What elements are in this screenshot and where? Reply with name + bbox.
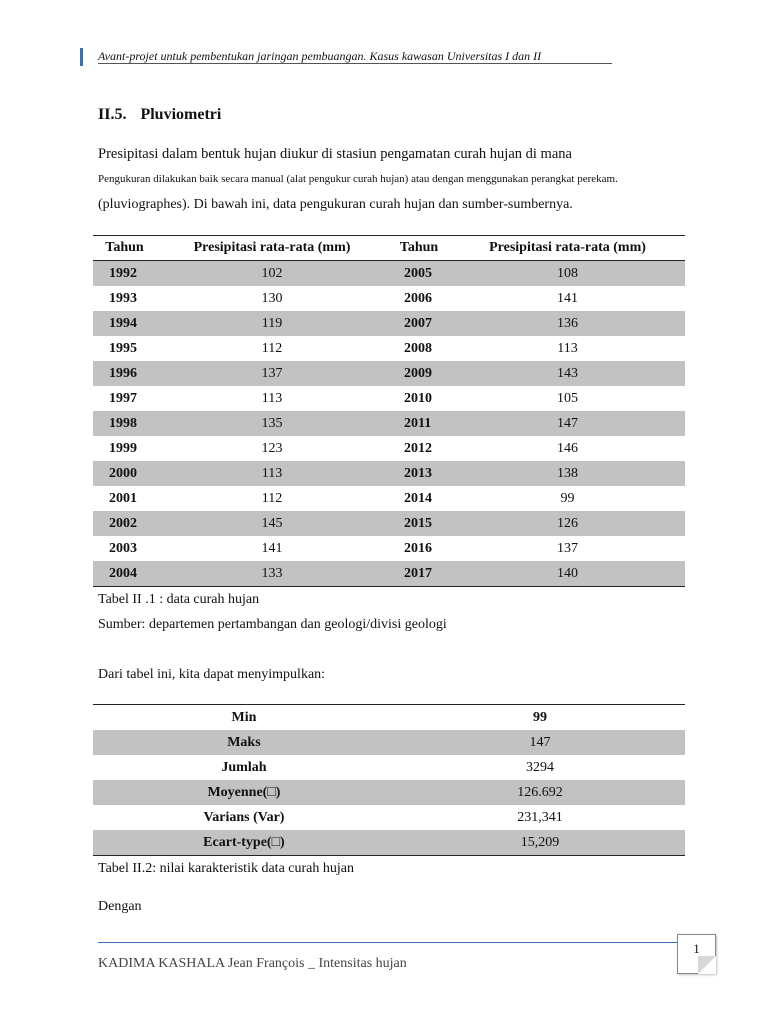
header-accent-bar — [80, 48, 83, 66]
year-cell: 1994 — [93, 311, 156, 336]
stat-label: Min — [93, 705, 395, 731]
table-row — [93, 411, 685, 436]
stats-row — [93, 830, 685, 856]
stat-label: Maks — [93, 730, 395, 755]
section-title: Pluviometri — [140, 106, 222, 123]
year-cell: 2004 — [93, 561, 156, 587]
precipitation-cell: 108 — [450, 261, 685, 287]
table-1-source: Sumber: departemen pertambangan dan geologi/divisi geologi — [98, 617, 447, 632]
precipitation-cell: 102 — [156, 261, 388, 287]
precipitation-cell: 137 — [557, 540, 578, 556]
table-row — [93, 561, 685, 587]
year-cell: 2002 — [93, 511, 156, 536]
year-cell: 1996 — [93, 361, 156, 386]
stats-row — [93, 780, 685, 805]
year-cell: 2015 — [388, 511, 450, 536]
rainfall-table-header — [93, 236, 685, 261]
rainfall-table — [93, 235, 685, 587]
precipitation-cell: 126 — [450, 511, 685, 536]
year-cell: 1998 — [93, 411, 156, 436]
year-cell: 1993 — [109, 290, 137, 306]
table-row — [93, 436, 685, 461]
precipitation-cell: 113 — [557, 340, 578, 356]
stat-value: 99 — [395, 705, 685, 731]
precipitation-cell: 143 — [450, 361, 685, 386]
year-cell: 2003 — [109, 540, 137, 556]
year-cell: 2013 — [388, 461, 450, 486]
precipitation-cell: 99 — [560, 490, 575, 506]
stats-row — [93, 755, 685, 780]
year-cell: 2012 — [404, 440, 432, 456]
paragraph-1: Presipitasi dalam bentuk hujan diukur di stasiun pengamatan curah hujan di mana — [98, 146, 572, 162]
stats-row — [93, 705, 685, 731]
precipitation-cell: 123 — [261, 440, 283, 456]
precipitation-cell: 119 — [156, 311, 388, 336]
table-row — [93, 511, 685, 536]
table-row — [93, 386, 685, 411]
column-header-precipitation: Presipitasi rata-rata (mm) — [450, 236, 685, 261]
table-row — [93, 311, 685, 336]
precipitation-cell: 135 — [156, 411, 388, 436]
precipitation-cell: 147 — [450, 411, 685, 436]
stat-value: 15,209 — [395, 830, 685, 856]
table-row — [93, 286, 685, 311]
stat-value: 3294 — [525, 759, 554, 775]
precipitation-cell: 113 — [156, 461, 388, 486]
precipitation-cell: 130 — [261, 290, 283, 306]
column-header-precipitation: Presipitasi rata-rata (mm) — [156, 236, 388, 261]
stat-value: 147 — [395, 730, 685, 755]
table-row — [93, 486, 685, 511]
table-row — [93, 261, 685, 287]
precipitation-cell: 112 — [261, 490, 283, 506]
stat-label: Ecart-type(□) — [93, 830, 395, 856]
year-cell: 1997 — [109, 390, 137, 406]
table-row — [93, 461, 685, 486]
table-1-caption: Tabel II .1 : data curah hujan — [98, 592, 260, 607]
table-row — [93, 536, 685, 561]
precipitation-cell: 141 — [557, 290, 578, 306]
precipitation-cell: 137 — [156, 361, 388, 386]
precipitation-cell: 140 — [450, 561, 685, 587]
table-row — [93, 336, 685, 361]
year-cell: 2006 — [404, 290, 432, 306]
column-header-year: Tahun — [388, 236, 450, 261]
stats-row — [93, 730, 685, 755]
year-cell: 2008 — [404, 340, 432, 356]
year-cell: 2000 — [93, 461, 156, 486]
year-cell: 1992 — [93, 261, 156, 287]
stat-label: Moyenne(□) — [93, 780, 395, 805]
precipitation-cell: 112 — [261, 340, 283, 356]
page-number: 1 — [677, 934, 716, 974]
stat-value: 126.692 — [395, 780, 685, 805]
running-header: Avant-projet untuk pembentukan jaringan pembuangan. Kasus kawasan Universitas I dan II — [98, 49, 542, 63]
conclusion-intro: Dari tabel ini, kita dapat menyimpulkan: — [98, 667, 326, 682]
precipitation-cell: 138 — [450, 461, 685, 486]
year-cell: 2011 — [388, 411, 450, 436]
stat-value: 231,341 — [517, 809, 563, 825]
precipitation-cell: 145 — [156, 511, 388, 536]
year-cell: 1995 — [109, 340, 137, 356]
stat-label: Jumlah — [221, 759, 267, 775]
year-cell: 2007 — [388, 311, 450, 336]
year-cell: 2001 — [109, 490, 137, 506]
year-cell: 2010 — [404, 390, 432, 406]
precipitation-cell: 141 — [261, 540, 283, 556]
section-heading — [98, 106, 221, 124]
precipitation-cell: 133 — [156, 561, 388, 587]
stat-label: Varians (Var) — [203, 809, 285, 825]
precipitation-cell: 105 — [557, 390, 578, 406]
stats-row — [93, 805, 685, 830]
year-cell: 2009 — [388, 361, 450, 386]
precipitation-cell: 113 — [261, 390, 283, 406]
statistics-table — [93, 704, 685, 856]
footer-rule — [98, 942, 678, 943]
paragraph-2: Pengukuran dilakukan baik secara manual (alat pengukur curah hujan) atau dengan menggunakan perangkat perekam. — [98, 173, 618, 185]
year-cell: 1999 — [109, 440, 137, 456]
running-footer: KADIMA KASHALA Jean François _ Intensitas hujan — [98, 956, 407, 971]
section-number: II.5. — [98, 106, 127, 123]
precipitation-cell: 136 — [450, 311, 685, 336]
table-2-caption: Tabel II.2: nilai karakteristik data curah hujan — [98, 861, 354, 876]
year-cell: 2017 — [388, 561, 450, 587]
closing-text: Dengan — [98, 899, 142, 914]
paragraph-3: (pluviographes). Di bawah ini, data pengukuran curah hujan dan sumber-sumbernya. — [98, 197, 573, 212]
year-cell: 2014 — [404, 490, 432, 506]
year-cell: 2005 — [388, 261, 450, 287]
header-rule — [98, 63, 612, 64]
year-cell: 2016 — [404, 540, 432, 556]
table-row — [93, 361, 685, 386]
precipitation-cell: 146 — [557, 440, 578, 456]
column-header-year: Tahun — [93, 236, 156, 261]
